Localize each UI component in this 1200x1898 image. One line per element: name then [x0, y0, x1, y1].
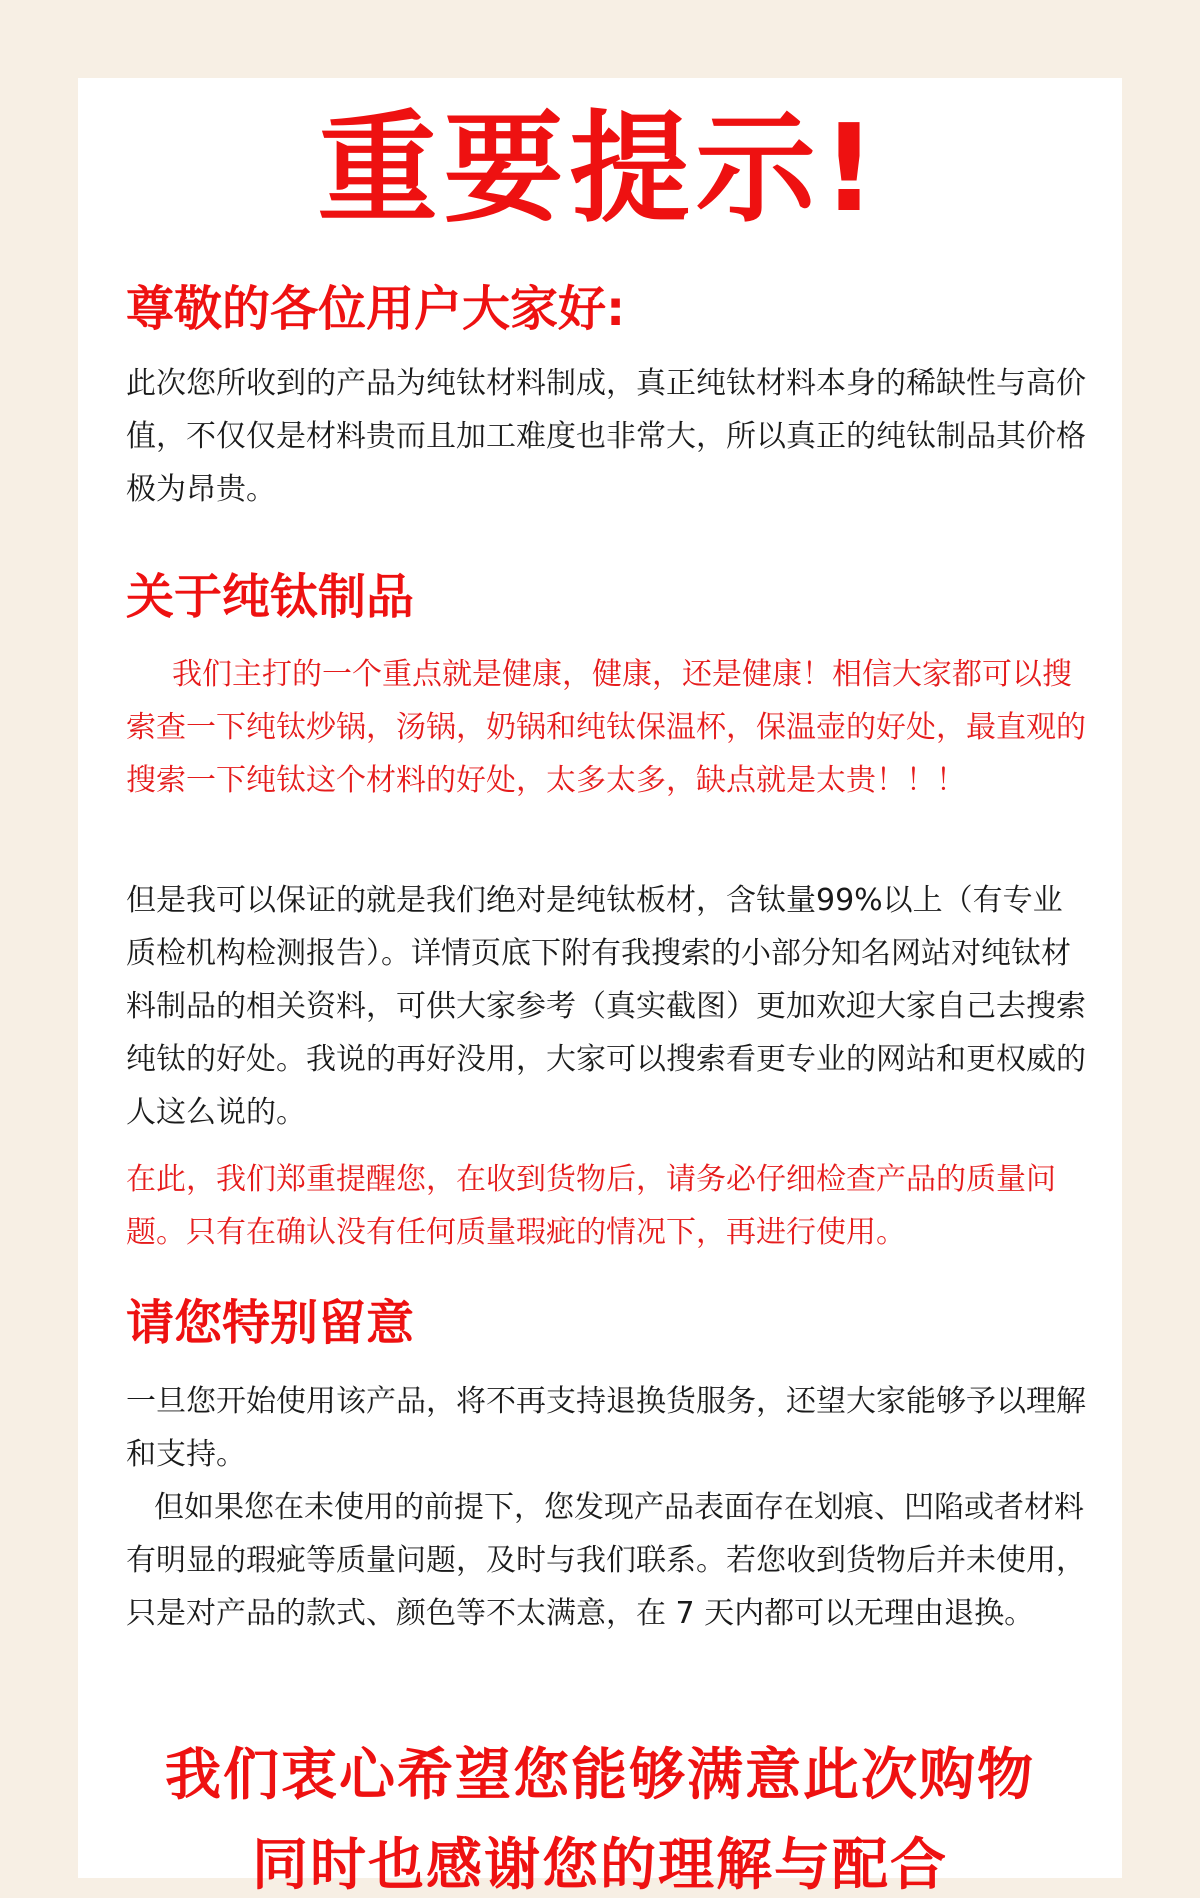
return-policy-paragraph: 但如果您在未使用的前提下，您发现产品表面存在划痕、凹陷或者材料有明显的瑕疵等质量问题，及时与我们联系。若您收到货物后并未使用，只是对产品的款式、颜色等不太满意，在 7 天内都可以无理由退换。 — [126, 1490, 1086, 1631]
greeting-paragraph: 此次您所收到的产品为纯钛材料制成，真正纯钛材料本身的稀缺性与高价值，不仅仅是材料贵而且加工难度也非常大，所以真正的纯钛制品其价格极为昂贵。 — [126, 366, 1086, 507]
greeting-heading: 尊敬的各位用户大家好: — [126, 281, 626, 337]
about-heading: 关于纯钛制品 — [126, 569, 415, 625]
about-guarantee-paragraph: 但是我可以保证的就是我们绝对是纯钛板材，含钛量99%以上（有专业质检机构检测报告）。详情页底下附有我搜索的小部分知名网站对纯钛材料制品的相关资料，可供大家参考（真实截图）更加欢迎大家自己去搜索纯钛的好处。我说的再好没用，大家可以搜索看更专业的网站和更权威的人这么说的。 — [126, 883, 1086, 1130]
closing-line-1: 我们衷心希望您能够满意此次购物 — [165, 1743, 1035, 1808]
page-title: 重要提示! — [317, 100, 883, 239]
closing-line-2: 同时也感谢您的理解与配合 — [252, 1833, 948, 1898]
no-return-paragraph: 一旦您开始使用该产品，将不再支持退换货服务，还望大家能够予以理解和支持。 — [126, 1384, 1086, 1472]
about-health-paragraph: 我们主打的一个重点就是健康，健康，还是健康！相信大家都可以搜索查一下纯钛炒锅，汤锅，奶锅和纯钛保温杯，保温壶的好处，最直观的搜索一下纯钛这个材料的好处，太多太多，缺点就是太贵！！！ — [126, 657, 1086, 798]
inspection-reminder: 在此，我们郑重提醒您，在收到货物后，请务必仔细检查产品的质量问题。只有在确认没有任何质量瑕疵的情况下，再进行使用。 — [126, 1162, 1056, 1250]
notice-heading: 请您特别留意 — [126, 1295, 415, 1351]
